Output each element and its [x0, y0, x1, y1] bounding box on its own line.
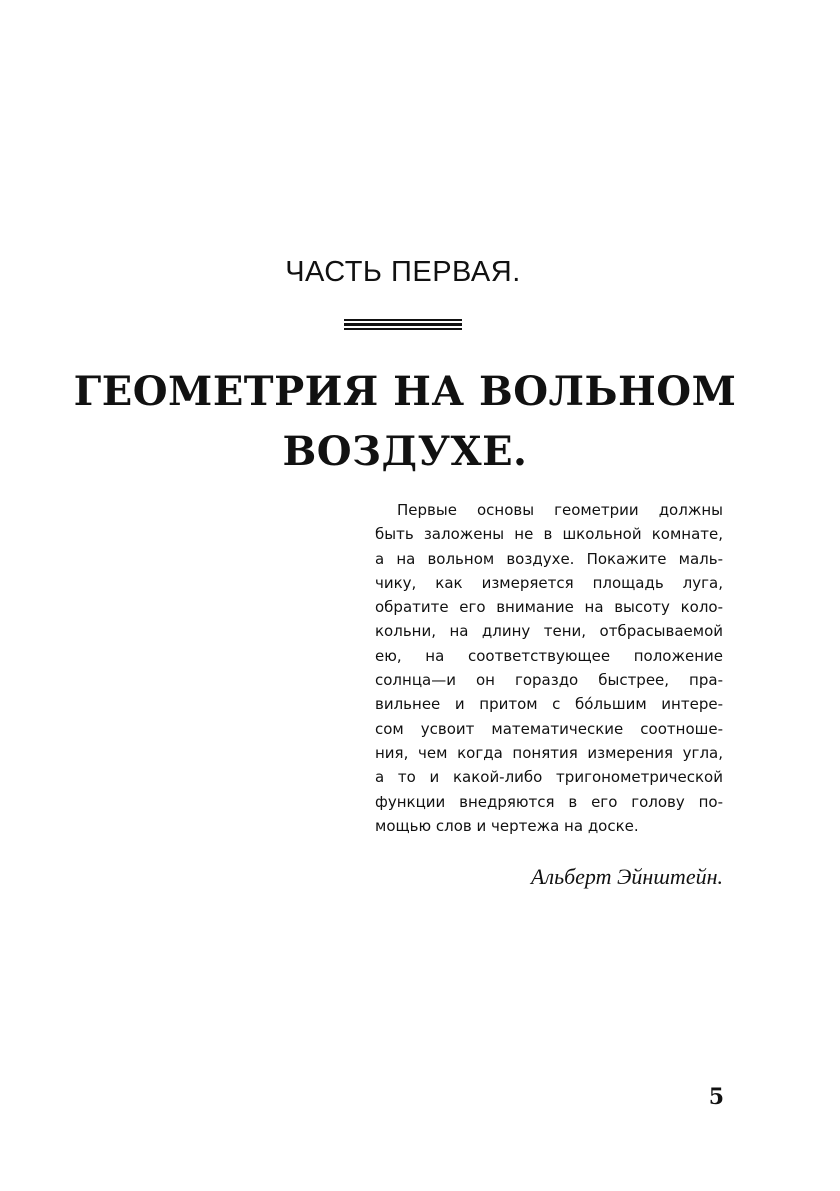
chapter-title: [0, 362, 810, 482]
epigraph-line: обратите его внимание на высоту коло-: [375, 598, 723, 617]
page-number: 5: [708, 1084, 724, 1110]
epigraph-line: а на вольном воздухе. Покажите маль-: [375, 549, 723, 568]
epigraph-line: ею, на соответствующее положение: [375, 646, 723, 665]
epigraph-line: чику, как измеряется площадь луга,: [375, 573, 723, 592]
chapter-title-line-1: ГЕОМЕТРИЯ НА ВОЛЬНОМ: [73, 368, 737, 415]
epigraph-line: функции внедряются в его голову по-: [375, 792, 723, 811]
epigraph-line: солнца—и он гораздо быстрее, пра-: [375, 671, 723, 690]
epigraph-line: быть заложены не в школьной комнате,: [375, 525, 723, 544]
chapter-title-line-2: ВОЗДУХЕ.: [282, 428, 528, 475]
epigraph-line: вильнее и притом с бо́льшим интере-: [375, 695, 723, 714]
epigraph-line: ния, чем когда понятия измерения угла,: [375, 743, 723, 762]
epigraph-author: Альберт Эйнштейн.: [531, 864, 723, 889]
epigraph-line: мощью слов и чертежа на доске.: [375, 816, 639, 835]
part-label: ЧАСТЬ ПЕРВАЯ.: [285, 256, 521, 288]
divider-line-top: [344, 319, 462, 321]
epigraph: [375, 498, 723, 838]
epigraph-line: сом усвоит математические соотноше-: [375, 719, 723, 738]
divider-line-middle: [344, 323, 462, 326]
epigraph-line: кольни, на длину тени, отбрасываемой: [375, 622, 723, 641]
epigraph-line: Первые основы геометрии должны: [397, 501, 723, 519]
ornamental-divider: [344, 319, 462, 330]
divider-line-bottom: [344, 328, 462, 330]
epigraph-line: а то и какой-либо тригонометрической: [375, 768, 723, 787]
